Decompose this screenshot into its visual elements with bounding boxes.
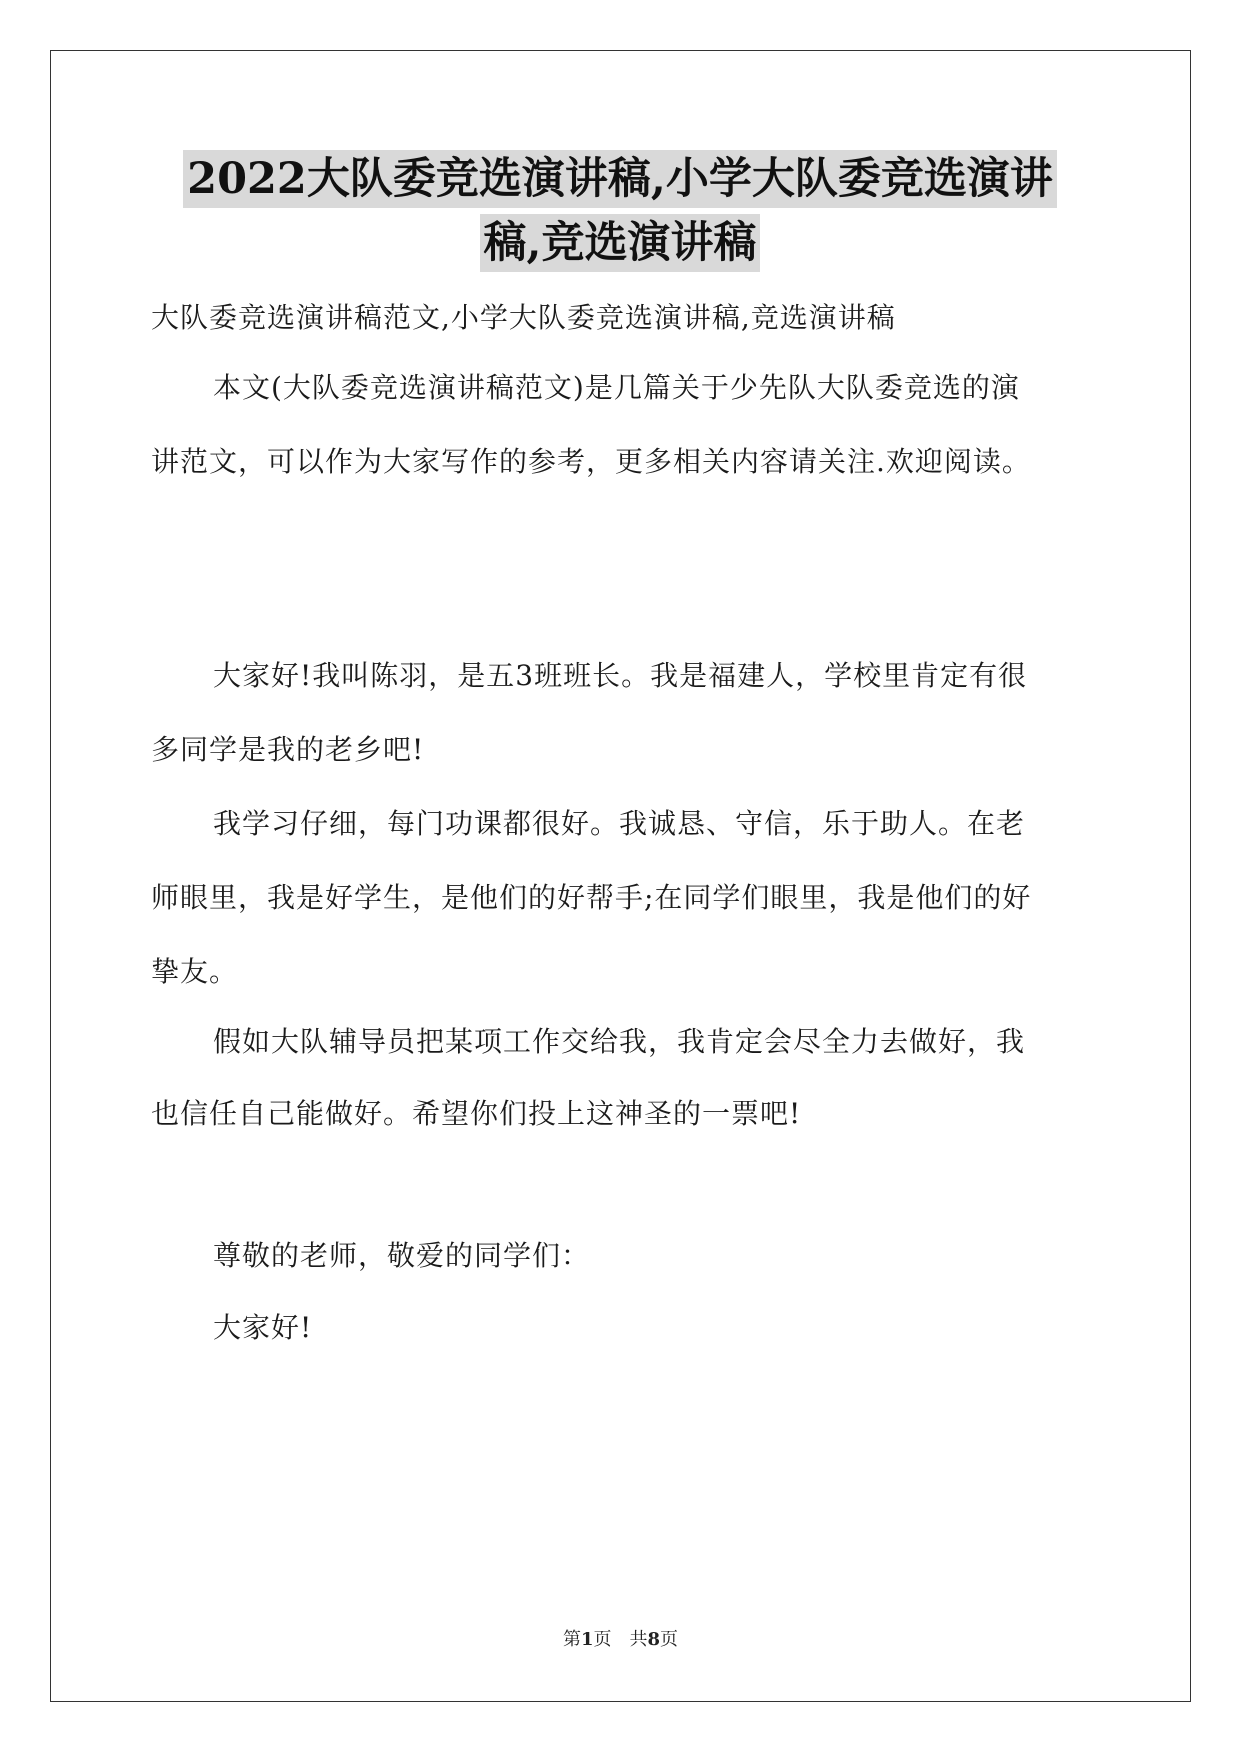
title-line-2: 稿,竞选演讲稿 <box>480 214 761 272</box>
paragraph-line: 假如大队辅导员把某项工作交给我，我肯定会尽全力去做好，我 <box>213 1025 1026 1058</box>
paragraph-line: 师眼里，我是好学生，是他们的好帮手;在同学们眼里，我是他们的好 <box>151 881 1032 914</box>
page-number-footer <box>0 1625 1241 1651</box>
paragraph-line: 也信任自己能做好。希望你们投上这神圣的一票吧! <box>151 1097 802 1130</box>
paragraph-line: 我学习仔细，每门功课都很好。我诚恳、守信，乐于助人。在老 <box>213 807 1026 840</box>
document-title <box>150 150 1090 272</box>
paragraph-line: 本文(大队委竞选演讲稿范文)是几篇关于少先队大队委竞选的演 <box>213 371 1020 404</box>
paragraph-line: 尊敬的老师，敬爱的同学们： <box>213 1239 591 1272</box>
title-line-1: 2022大队委竞选演讲稿,小学大队委竞选演讲 <box>183 150 1057 208</box>
total-page-number: 8 <box>647 1629 661 1650</box>
current-page-number: 1 <box>580 1629 594 1650</box>
paragraph-line: 挚友。 <box>151 955 239 988</box>
paragraph-line: 大家好!我叫陈羽，是五3班班长。我是福建人，学校里肯定有很 <box>213 659 1028 692</box>
paragraph-line: 讲范文，可以作为大家写作的参考，更多相关内容请关注.欢迎阅读。 <box>151 445 1031 478</box>
footer-prefix: 第 <box>562 1629 581 1650</box>
paragraph-line: 大家好! <box>213 1311 313 1344</box>
footer-suffix: 页 <box>660 1629 679 1650</box>
subtitle: 大队委竞选演讲稿范文,小学大队委竞选演讲稿,竞选演讲稿 <box>151 301 896 334</box>
footer-mid: 页 共 <box>593 1629 648 1650</box>
page-border <box>50 50 1191 1702</box>
paragraph-line: 多同学是我的老乡吧! <box>151 733 425 766</box>
